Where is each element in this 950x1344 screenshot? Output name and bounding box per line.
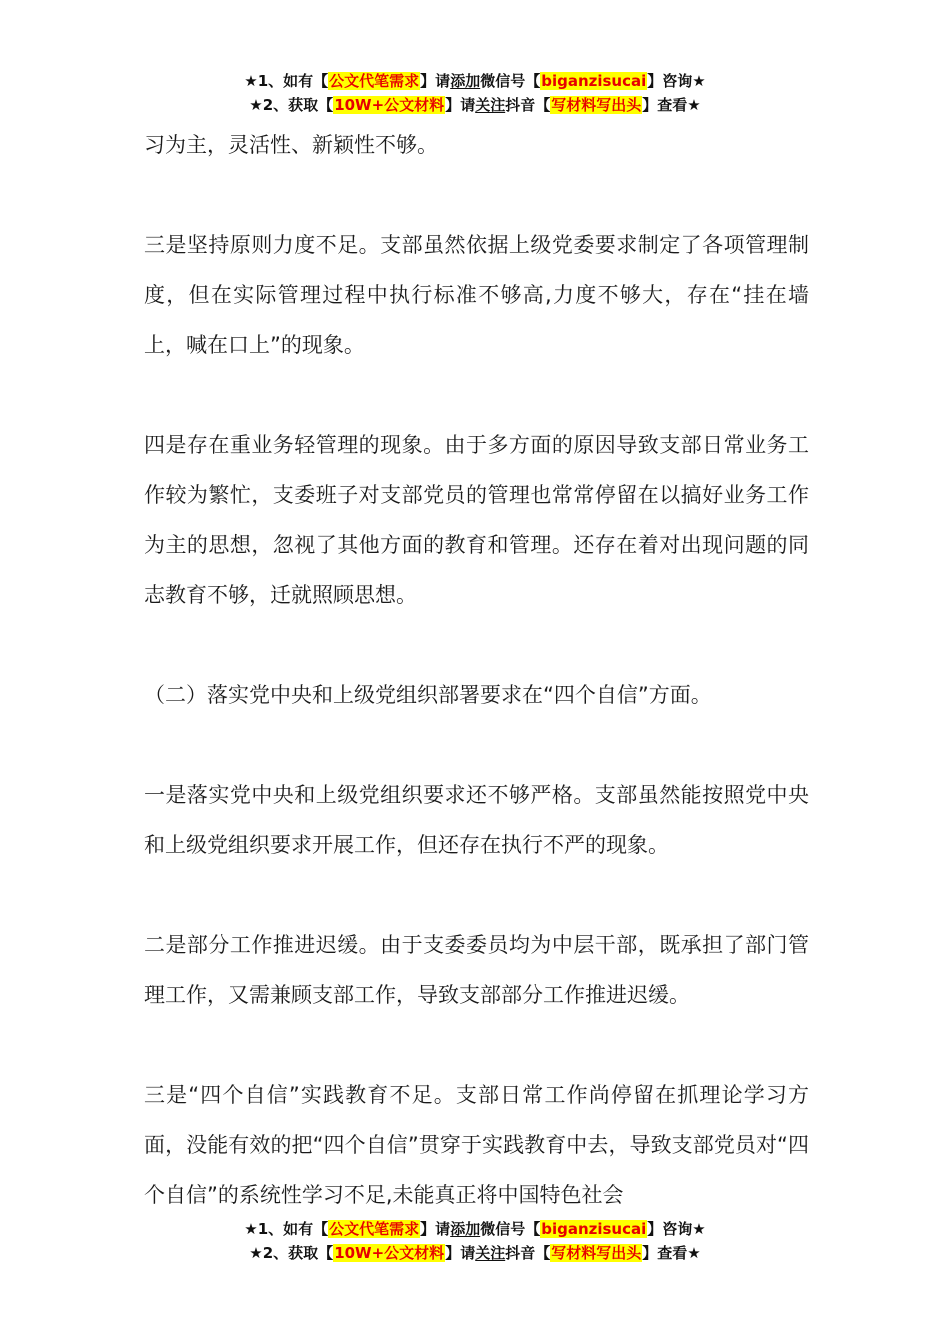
highlight-wechat-id: biganzisucai <box>541 72 647 90</box>
banner-text: 微信号【 <box>480 72 541 90</box>
highlight-service: 公文代笔需求 <box>329 1220 420 1238</box>
paragraph: 三是坚持原则力度不足。支部虽然依据上级党委要求制定了各项管理制度，但在实际管理过程中执行标准不够高,力度不够大，存在“挂在墙上，喊在口上”的现象。 <box>144 233 809 357</box>
banner-text: ★2、获取【 <box>249 1244 334 1262</box>
banner-line-2 <box>0 1241 950 1265</box>
highlight-wechat-id: biganzisucai <box>541 1220 647 1238</box>
banner-text: 抖音【 <box>505 1244 551 1262</box>
paragraph: 二是部分工作推进迟缓。由于支委委员均为中层干部，既承担了部门管理工作，又需兼顾支部工作，导致支部部分工作推进迟缓。 <box>144 933 809 1007</box>
banner-text: 】查看★ <box>642 96 701 114</box>
underline-follow: 关注 <box>475 96 506 114</box>
banner-text: 微信号【 <box>480 1220 541 1238</box>
document-body <box>144 120 809 1220</box>
banner-text: 】请 <box>445 1244 476 1262</box>
banner-text: 】查看★ <box>642 1244 701 1262</box>
section-heading: （二）落实党中央和上级党组织部署要求在“四个自信”方面。 <box>144 683 712 707</box>
banner-text: ★2、获取【 <box>249 96 334 114</box>
highlight-materials: 10W+公文材料 <box>334 96 445 114</box>
banner-text: 】请 <box>445 96 476 114</box>
paragraph: 四是存在重业务轻管理的现象。由于多方面的原因导致支部日常业务工作较为繁忙，支委班子对支部党员的管理也常常停留在以搞好业务工作为主的思想，忽视了其他方面的教育和管理。还存在着对出现问题的同志教育不够，迁就照顾思想。 <box>144 433 809 607</box>
paragraph: 习为主，灵活性、新颖性不够。 <box>144 133 438 157</box>
footer-banner <box>0 1217 950 1265</box>
banner-text: 】咨询★ <box>647 1220 706 1238</box>
paragraph: 三是“四个自信”实践教育不足。支部日常工作尚停留在抓理论学习方面，没能有效的把“四个自信”贯穿于实践教育中去，导致支部党员对“四个自信”的系统性学习不足,未能真正将中国特色社会 <box>144 1083 809 1207</box>
banner-text: 】请 <box>420 72 451 90</box>
underline-follow: 关注 <box>475 1244 506 1262</box>
banner-text: ★1、如有【 <box>244 72 329 90</box>
banner-text: 】请 <box>420 1220 451 1238</box>
banner-line-1 <box>0 1217 950 1241</box>
banner-line-2 <box>0 93 950 117</box>
highlight-douyin-account: 写材料写出头 <box>551 96 642 114</box>
highlight-douyin-account: 写材料写出头 <box>551 1244 642 1262</box>
highlight-service: 公文代笔需求 <box>329 72 420 90</box>
header-banner <box>0 69 950 117</box>
paragraph: 一是落实党中央和上级党组织要求还不够严格。支部虽然能按照党中央和上级党组织要求开展工作，但还存在执行不严的现象。 <box>144 783 809 857</box>
underline-add: 添加 <box>450 1220 481 1238</box>
banner-text: ★1、如有【 <box>244 1220 329 1238</box>
banner-line-1 <box>0 69 950 93</box>
highlight-materials: 10W+公文材料 <box>334 1244 445 1262</box>
banner-text: 抖音【 <box>505 96 551 114</box>
underline-add: 添加 <box>450 72 481 90</box>
banner-text: 】咨询★ <box>647 72 706 90</box>
